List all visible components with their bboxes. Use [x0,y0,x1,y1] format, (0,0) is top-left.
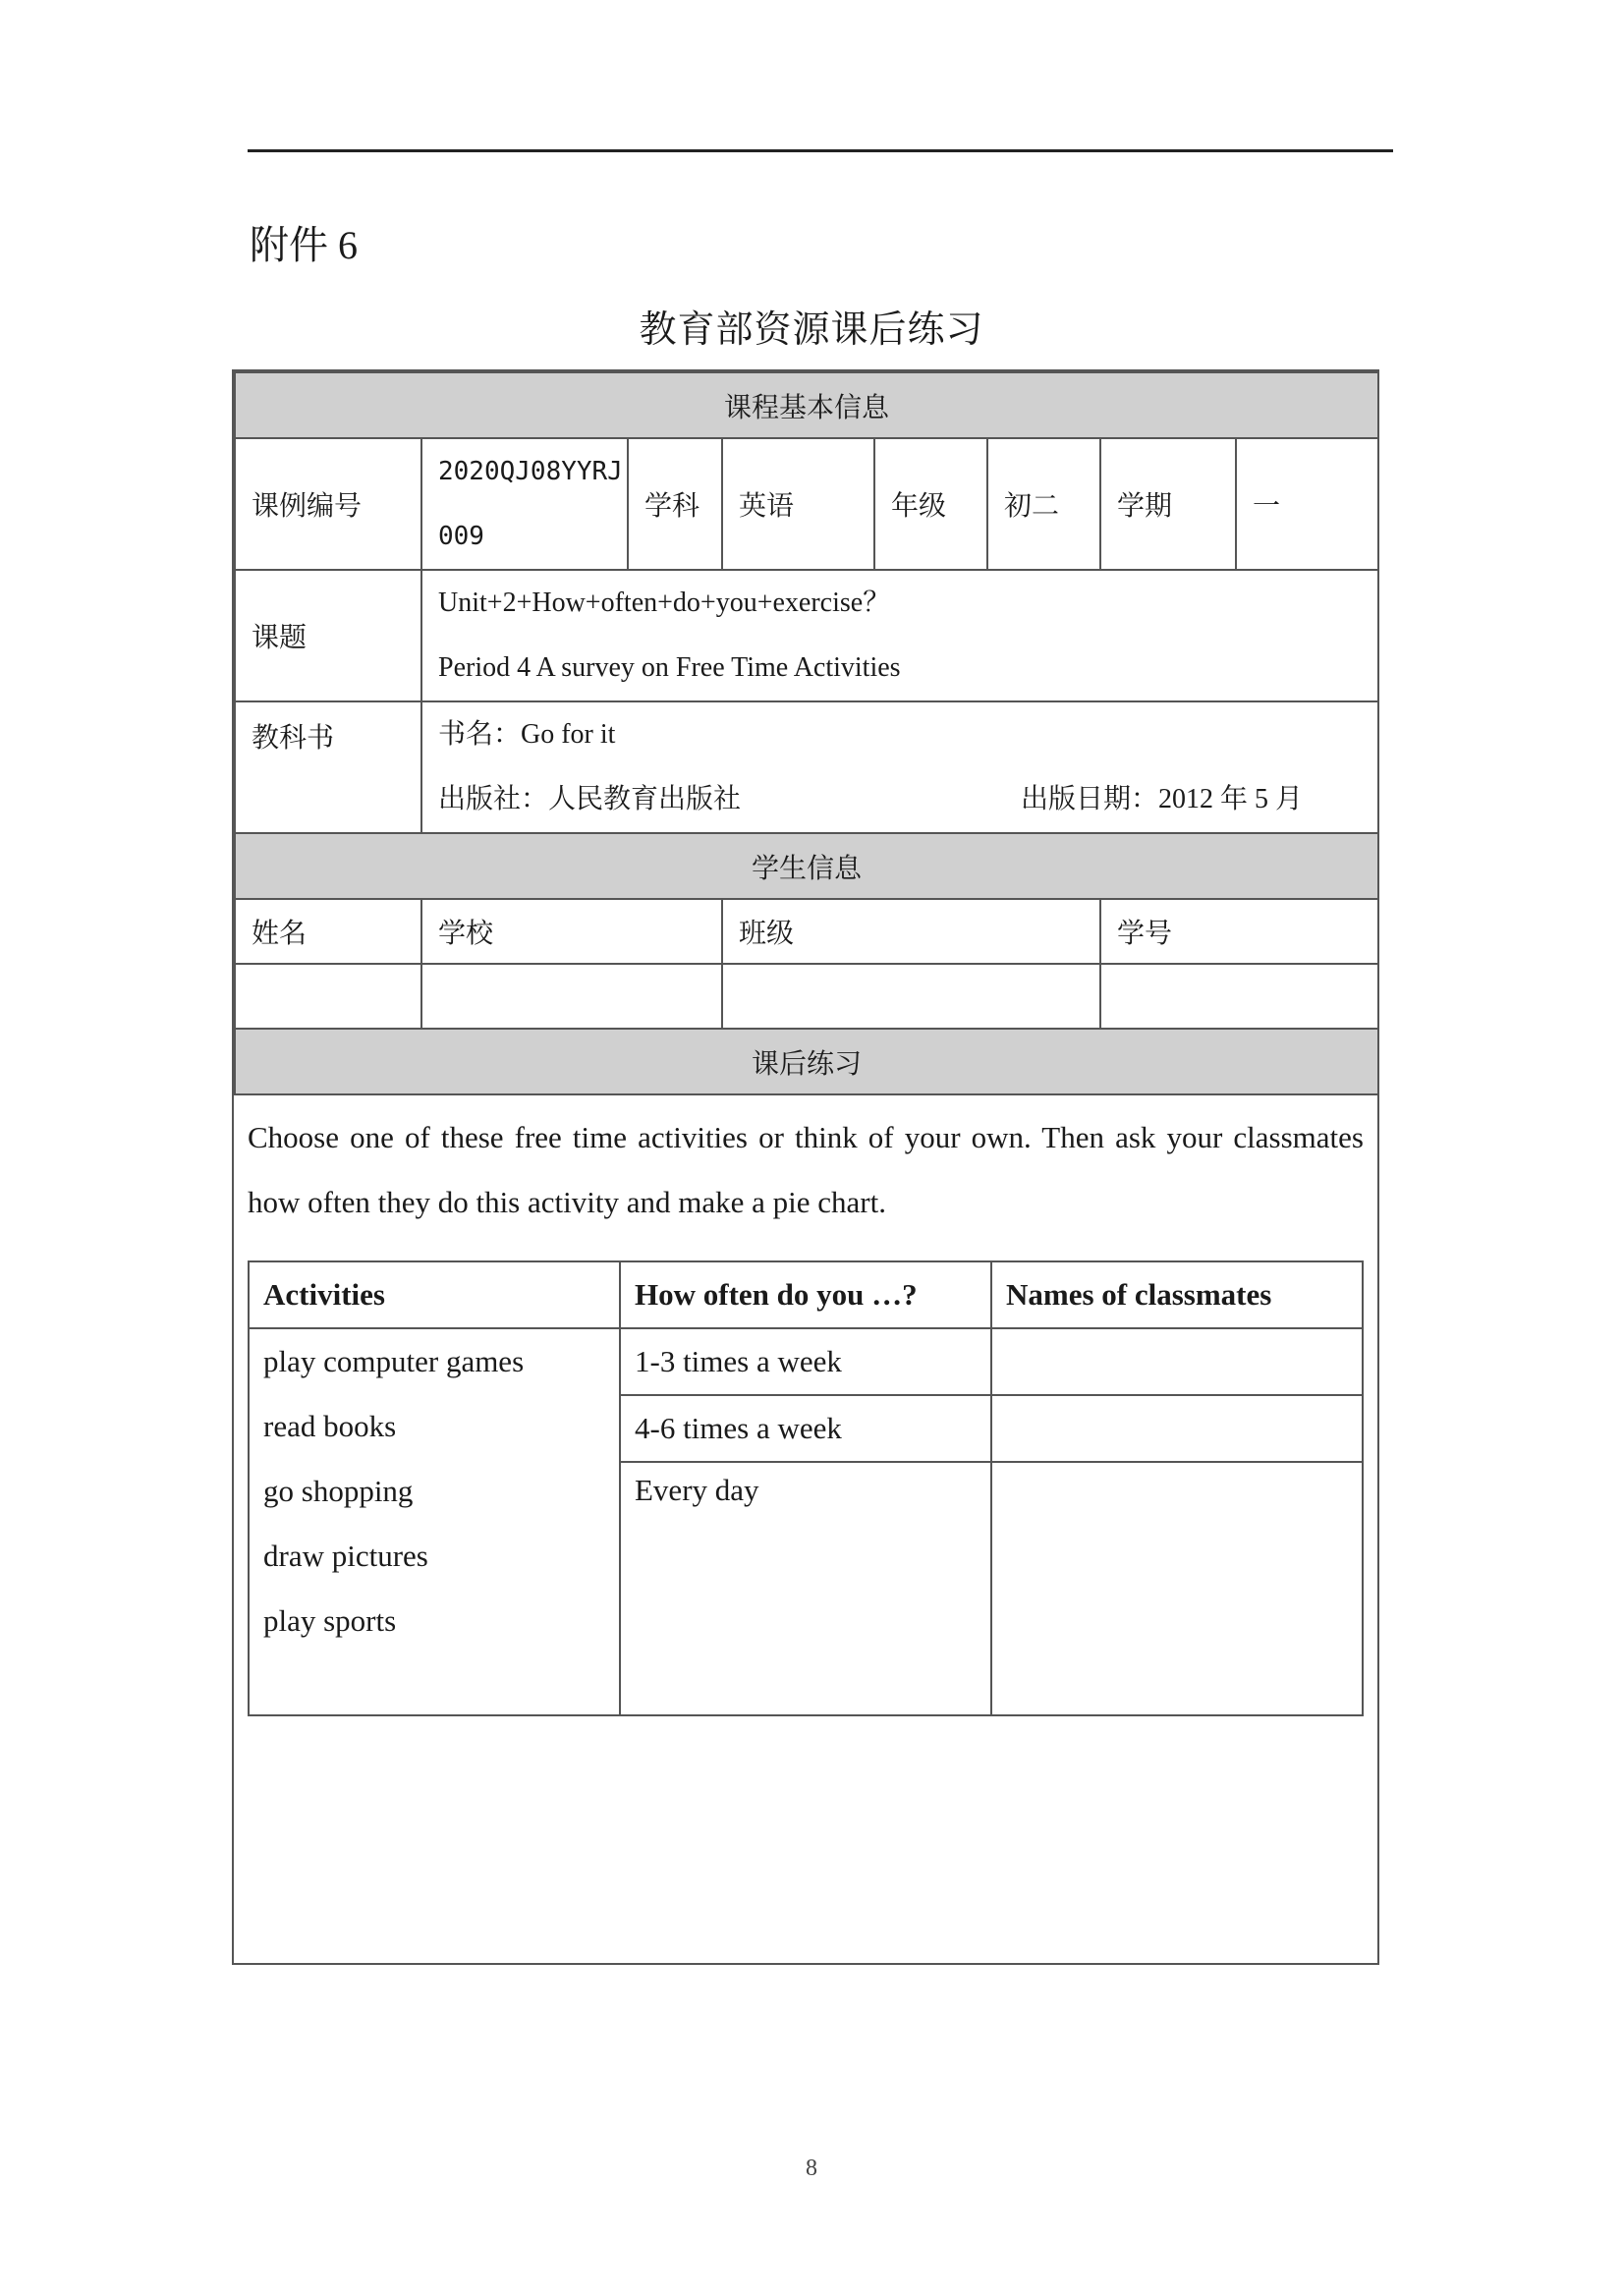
activities-list [263,1329,605,1653]
topic-line2: Period 4 A survey on Free Time Activities [438,652,901,683]
subject-label: 学科 [628,438,722,570]
subject-value: 英语 [722,438,874,570]
classmates-field[interactable] [991,1395,1363,1462]
frequency-header: How often do you …? [620,1261,991,1328]
survey-table [248,1260,1364,1716]
activities-cell [249,1328,620,1715]
classmates-header: Names of classmates [991,1261,1363,1328]
term-label: 学期 [1100,438,1236,570]
student-id-label: 学号 [1100,899,1378,964]
activity-item: play sports [263,1603,397,1638]
course-info-header: 课程基本信息 [235,372,1378,438]
publisher: 出版社：人民教育出版社 [438,784,742,814]
student-name-field[interactable] [235,964,421,1029]
grade-value: 初二 [987,438,1100,570]
activity-item: play computer games [263,1344,525,1378]
exercise-instruction: Choose one of these free time activities or think of your own. Then ask your classmates how often they do this activity and make a pie chart. [248,1120,1364,1219]
publish-date: 出版日期：2012 年 5 月 [1021,784,1304,814]
classmates-field[interactable] [991,1462,1363,1715]
course-info-table [234,371,1379,1095]
term-value: 一 [1236,438,1378,570]
case-id-value [421,438,628,570]
case-id-line2: 009 [438,522,484,551]
topic-label: 课题 [235,570,421,701]
header-rule [248,149,1393,152]
book-name: 书名：Go for it [438,719,616,750]
publisher-row [438,767,1362,832]
frequency-option: 4-6 times a week [620,1395,991,1462]
student-id-field[interactable] [1100,964,1378,1029]
page-number: 8 [806,2156,817,2181]
exercise-header: 课后练习 [235,1029,1378,1094]
grade-label: 年级 [874,438,987,570]
class-label: 班级 [722,899,1100,964]
school-label: 学校 [421,899,722,964]
topic-line1: Unit+2+How+often+do+you+exercise？ [438,588,891,618]
activity-item: read books [263,1409,397,1443]
textbook-value [421,701,1378,833]
student-info-header: 学生信息 [235,833,1378,899]
frequency-option: Every day [620,1462,991,1715]
textbook-label: 教科书 [235,701,421,833]
class-field[interactable] [722,964,1100,1029]
classmates-field[interactable] [991,1328,1363,1395]
topic-value [421,570,1378,701]
case-id-label: 课例编号 [235,438,421,570]
frequency-option: 1-3 times a week [620,1328,991,1395]
school-field[interactable] [421,964,722,1029]
document-title: 教育部资源课后练习 [639,309,984,351]
exercise-form [232,369,1379,1965]
activity-item: go shopping [263,1474,414,1508]
activity-item: draw pictures [263,1539,428,1573]
activities-header: Activities [249,1261,620,1328]
attachment-label: 附件 6 [250,223,358,267]
case-id-line1: 2020QJ08YYRJ [438,457,623,486]
student-name-label: 姓名 [235,899,421,964]
